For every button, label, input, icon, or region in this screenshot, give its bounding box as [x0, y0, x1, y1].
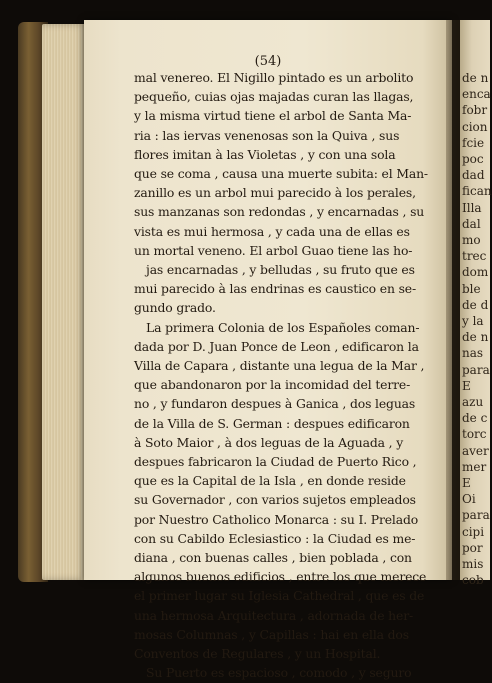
- facing-page-fragment: de d: [462, 297, 489, 312]
- text-line: dada por D. Juan Ponce de Leon , edificaron la: [134, 338, 419, 354]
- text-line: una hermosa Arquitectura , adornada de her-: [134, 607, 414, 623]
- text-line: que abandonaron por la incomidad del terre-: [134, 377, 411, 393]
- facing-page-fragment: E: [462, 476, 471, 490]
- text-line: con su Cabildo Eclesiastico : la Ciudad es me-: [134, 530, 416, 546]
- text-line: despues fabricaron la Ciudad de Puerto Rico ,: [134, 454, 417, 470]
- text-line: Conventos de Regulares , y un Hospital.: [134, 646, 381, 662]
- text-line: que es la Capital de la Isla , en donde reside: [134, 473, 406, 489]
- text-line: mal venereo. El Nigillo pintado es un arbolito: [134, 70, 414, 85]
- facing-page-fragment: Illa: [462, 200, 482, 215]
- facing-page-fragment: fican: [462, 184, 492, 199]
- facing-page-fragment: fobr: [462, 103, 488, 118]
- facing-page-fragment: de c: [462, 411, 488, 426]
- facing-page-fragment: enca: [462, 87, 491, 102]
- facing-page-fragment: ble: [462, 281, 481, 296]
- facing-page-fragment: mer: [462, 459, 487, 474]
- page-block-edges: [42, 24, 86, 580]
- text-line: sus manzanas son redondas , y encarnadas , su: [134, 204, 425, 220]
- text-line: de la Villa de S. German : despues edificaron: [134, 415, 410, 431]
- facing-page-fragment: cob: [462, 573, 484, 588]
- text-line: que se coma , causa una muerte subita: el Man-: [134, 166, 428, 182]
- text-line: el primer lugar su Iglesia Cathedral , que es de: [134, 588, 425, 604]
- text-line: zanillo es un arbol mui parecido à los perales,: [134, 185, 416, 201]
- text-line: flores imitan à las Violetas , y con una sola: [134, 146, 396, 162]
- text-line: jas encarnadas , y belludas , su fruto que es: [146, 262, 415, 278]
- text-line: La primera Colonia de los Españoles coman-: [146, 319, 420, 335]
- facing-page-fragment: de n: [462, 71, 489, 85]
- text-line: su Governador , con varios sujetos empleados: [134, 492, 416, 508]
- facing-page-fragment: mo: [462, 233, 481, 247]
- facing-page-fragment: cipi: [462, 524, 485, 539]
- text-line: mui parecido à las endrinas es caustico en se-: [134, 281, 417, 297]
- book-page: [84, 20, 452, 681]
- facing-page-fragment: aver: [462, 443, 489, 458]
- facing-page-fragment: poc: [462, 152, 484, 166]
- facing-page-fragment: nas: [462, 346, 484, 361]
- facing-page-fragment: para: [462, 508, 490, 523]
- text-line: gundo grado.: [134, 300, 216, 316]
- facing-page-fragment: trec: [462, 249, 487, 264]
- text-line: ria : las iervas venenosas son la Quiva , sus: [134, 127, 400, 143]
- facing-page-fragment: E: [462, 378, 471, 393]
- facing-page-fragment: dad: [462, 168, 485, 183]
- facing-page-fragment: de n: [462, 330, 489, 345]
- facing-page-fragment: y la: [462, 314, 484, 328]
- facing-page-fragment: para: [462, 362, 490, 377]
- facing-page-fragment: torc: [462, 427, 487, 442]
- text-line: vista es mui hermosa , y cada una de ellas es: [134, 223, 410, 239]
- text-line: Su Puerto es espacioso , comodo , y seguro: [146, 665, 412, 681]
- text-line: algunos buenos edificios , entre los que merece: [134, 569, 427, 585]
- text-line: pequeño, cuias ojas majadas curan las llagas,: [134, 89, 414, 105]
- facing-page-fragment: dom: [462, 265, 489, 280]
- facing-page-fragment: cion: [462, 119, 488, 134]
- text-line: mosas Columnas , y Capillas : hai en ella dos: [134, 626, 409, 642]
- text-line: diana , con buenas calles , bien poblada , con: [134, 550, 412, 566]
- facing-page: [460, 20, 492, 588]
- text-line: un mortal veneno. El arbol Guao tiene las ho-: [134, 242, 413, 258]
- text-line: Villa de Capara , distante una legua de la Mar ,: [134, 358, 425, 374]
- facing-page-fragment: por: [462, 540, 483, 555]
- facing-page-fragment: fcie: [462, 135, 485, 150]
- page-number: (54): [254, 54, 282, 69]
- text-line: à Soto Maior , à dos leguas de la Aguada , y: [134, 434, 404, 450]
- text-line: no , y fundaron despues à Ganica , dos leguas: [134, 396, 416, 412]
- text-line: por Nuestro Catholico Monarca : su I. Prelado: [134, 511, 419, 527]
- page-text: [134, 68, 450, 683]
- facing-page-fragment: Oi: [462, 492, 476, 507]
- facing-page-fragment: azu: [462, 395, 484, 409]
- facing-page-fragment: dal: [462, 216, 481, 231]
- facing-page-fragment: mis: [462, 557, 484, 571]
- text-line: y la misma virtud tiene el arbol de Santa Ma-: [134, 108, 412, 124]
